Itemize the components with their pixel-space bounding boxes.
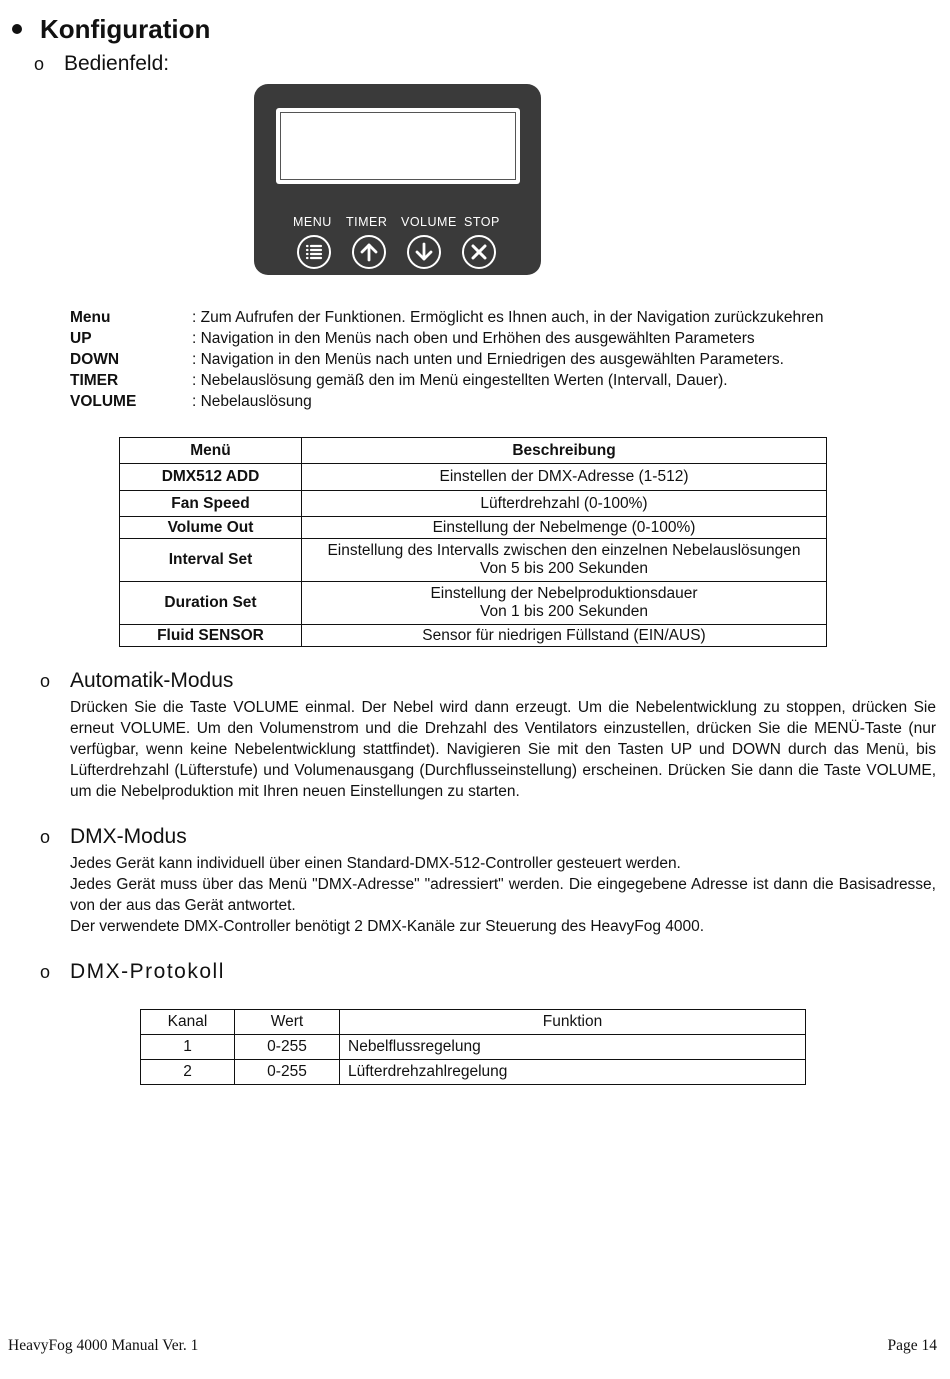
section-auto-heading: o Automatik-Modus — [40, 669, 234, 692]
definition-row: UP : Navigation in den Menüs nach oben und Erhöhen des ausgewählten Parameters — [70, 330, 755, 347]
bullet-icon — [12, 24, 22, 34]
column-header: Beschreibung — [302, 438, 827, 464]
definition-row: TIMER : Nebelauslösung gemäß den im Menü eingestellten Werten (Intervall, Dauer). — [70, 372, 728, 389]
section-panel-heading: o Bedienfeld: — [34, 52, 170, 75]
circle-bullet-icon: o — [40, 671, 51, 691]
arrow-up-icon — [352, 235, 386, 269]
x-icon — [462, 235, 496, 269]
footer-title: HeavyFog 4000 Manual Ver. 1 — [8, 1337, 199, 1354]
control-panel-image — [254, 84, 541, 275]
table-row: 2 0-255 Lüfterdrehzahlregelung — [141, 1060, 806, 1085]
menu-lines-icon — [297, 235, 331, 269]
column-header: Menü — [120, 438, 302, 464]
table-header-row — [120, 438, 827, 464]
section-dmx-protocol-heading: o DMX-Protokoll — [40, 960, 225, 983]
dmx-mode-text: Jedes Gerät kann individuell über einen Standard-DMX-512-Controller gesteuert werden. Jedes Gerät muss über das Menü "DMX-Adresse" "adressiert" werden. Die eingegebene Adresse ist dann die Basisadresse, von der aus das Gerät antwortet. Der verwendete DMX-Controller benötigt 2 DMX-Kanäle zur Steuerung des HeavyFog 4000. — [70, 855, 936, 935]
table-row: Volume Out Einstellung der Nebelmenge (0-100%) — [120, 517, 827, 539]
table-row: Fan Speed Lüfterdrehzahl (0-100%) — [120, 491, 827, 517]
lcd-display — [276, 108, 520, 184]
table-row: Interval Set Einstellung des Intervalls zwischen den einzelnen Nebelauslösungen Von 5 bis 200 Sekunden — [120, 539, 827, 582]
table-row: DMX512 ADD Einstellen der DMX-Adresse (1-512) — [120, 464, 827, 491]
dmx-protocol-table — [140, 1009, 806, 1085]
menu-table — [119, 437, 827, 647]
table-header-row: Kanal Wert Funktion — [141, 1010, 806, 1035]
table-row: Duration Set Einstellung der Nebelproduktionsdauer Von 1 bis 200 Sekunden — [120, 582, 827, 625]
arrow-down-icon — [407, 235, 441, 269]
definition-row: Menu : Zum Aufrufen der Funktionen. Ermöglicht es Ihnen auch, in der Navigation zurückzukehren — [70, 309, 824, 326]
page-number: Page 14 — [887, 1337, 937, 1354]
heading-text: Konfiguration — [40, 14, 211, 44]
circle-bullet-icon: o — [40, 827, 51, 847]
circle-bullet-icon: o — [34, 54, 45, 74]
table-row: Fluid SENSOR Sensor für niedrigen Füllstand (EIN/AUS) — [120, 625, 827, 647]
timer-button-label: TIMER — [346, 215, 388, 229]
definition-row: DOWN : Navigation in den Menüs nach unten und Erniedrigen des ausgewählten Parameters. — [70, 351, 784, 368]
button-definitions — [70, 307, 824, 412]
circle-bullet-icon: o — [40, 962, 52, 982]
definition-row: VOLUME : Nebelauslösung — [70, 393, 312, 410]
page-heading — [8, 14, 210, 45]
auto-mode-text: Drücken Sie die Taste VOLUME einmal. Der Nebel wird dann erzeugt. Um die Nebelentwicklung zu stoppen, drücken Sie erneut VOLUME. Um den Volumenstrom und die Drehzahl des Ventilators einzustellen, drücken Sie die MENÜ-Taste (nur verfügbar, wenn keine Nebelentwicklung stattfindet). Navigieren Sie mit den Tasten UP und DOWN durch das Menü, bis Lüfterdrehzahl (Lüfterstufe) und Volumenausgang (Durchflusseinstellung) erscheinen. Drücken Sie dann die Taste VOLUME, um die Nebelproduktion mit Ihren neuen Einstellungen zu starten. — [70, 699, 936, 800]
section-dmx-mode-heading: o DMX-Modus — [40, 825, 187, 848]
table-row: 1 0-255 Nebelflussregelung — [141, 1035, 806, 1060]
menu-button-label: MENU — [293, 215, 332, 229]
volume-button-label: VOLUME — [401, 215, 457, 229]
stop-button-label: STOP — [464, 215, 500, 229]
